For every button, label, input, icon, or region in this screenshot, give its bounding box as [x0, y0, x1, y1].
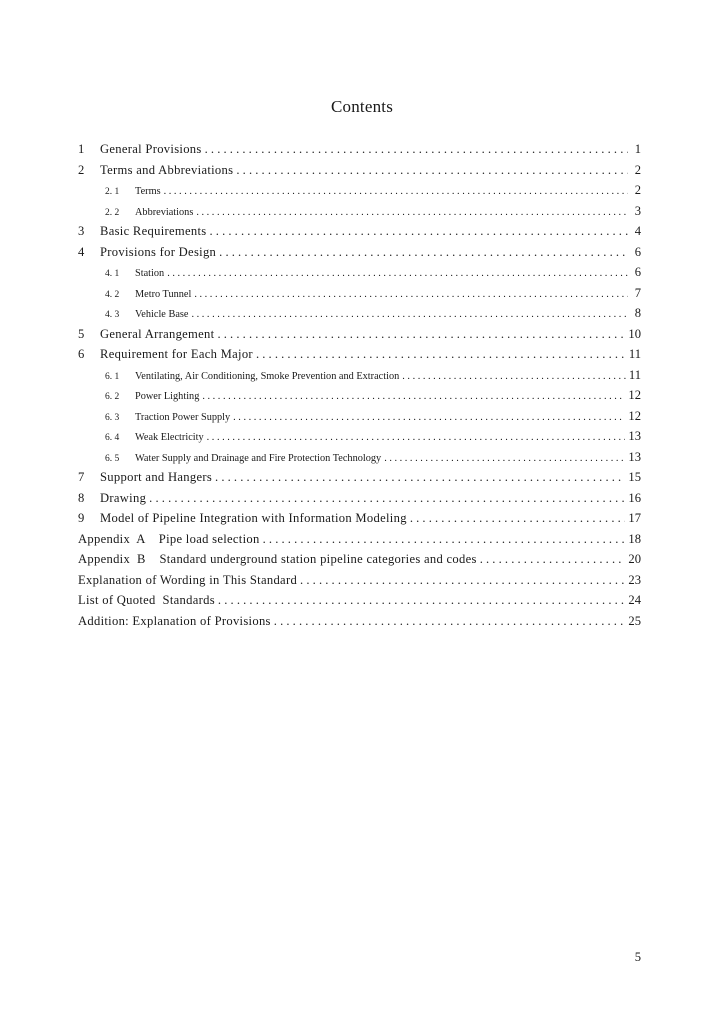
- dot-leader: [218, 590, 625, 611]
- toc-entry-page: 10: [628, 326, 641, 341]
- toc-entry[interactable]: [78, 303, 641, 324]
- dot-leader: [215, 467, 625, 488]
- dot-leader: [217, 324, 625, 345]
- toc-entry[interactable]: [78, 508, 641, 529]
- toc-entry-number: 4. 1: [105, 269, 120, 279]
- toc-entry-page: 25: [628, 613, 641, 628]
- toc-entry[interactable]: [78, 221, 641, 242]
- toc-entry-page: 20: [628, 552, 641, 566]
- page-number: 5: [634, 950, 641, 964]
- toc-entry-page: 23: [628, 572, 641, 587]
- toc-entry[interactable]: [78, 406, 641, 427]
- toc-entry[interactable]: [78, 426, 641, 447]
- dot-leader: [209, 221, 628, 242]
- toc-entry-label: Water Supply and Drainage and Fire Protection Technology: [135, 452, 382, 464]
- toc-entry-page: 11: [628, 347, 641, 361]
- toc-entry-label: Appendix B Standard underground station pipeline categories and codes: [78, 552, 477, 566]
- toc-entry-label: Station: [135, 268, 165, 279]
- toc-entry-label: Support and Hangers: [100, 470, 213, 484]
- dot-leader: [219, 242, 628, 263]
- dot-leader: [164, 182, 628, 203]
- toc-entry[interactable]: [78, 365, 641, 386]
- toc-entry-label: Power Lighting: [135, 391, 200, 402]
- toc-entry-number: 4. 3: [105, 310, 120, 320]
- toc-entry-page: 12: [628, 388, 641, 402]
- toc-entry-number: 4: [78, 244, 85, 259]
- toc-entry-label: Addition: Explanation of Provisions: [78, 613, 271, 628]
- toc-entry-number: 8: [78, 490, 85, 505]
- toc-entry[interactable]: [78, 283, 641, 304]
- toc-entry-page: 17: [628, 511, 641, 525]
- toc-entry-number: 6. 1: [105, 371, 120, 382]
- toc-entry-label: Metro Tunnel: [135, 288, 192, 300]
- dot-leader: [167, 264, 628, 285]
- toc-entry-label: Weak Electricity: [135, 432, 204, 443]
- dot-leader: [402, 367, 626, 388]
- toc-entry-label: Abbreviations: [135, 206, 194, 218]
- toc-entry-number: 2. 1: [105, 187, 120, 197]
- dot-leader: [233, 408, 625, 429]
- toc-entry-label: Model of Pipeline Integration with Information Modeling: [100, 511, 407, 525]
- toc-entry-label: Terms: [135, 186, 161, 197]
- toc-entry-number: 4. 2: [105, 289, 120, 300]
- toc-entry-page: 13: [628, 449, 641, 464]
- toc-entry-number: 6. 5: [105, 453, 120, 464]
- toc-entry[interactable]: [78, 242, 641, 263]
- toc-entry-number: 1: [78, 142, 85, 156]
- dot-leader: [196, 203, 628, 224]
- toc-entry-page: 8: [634, 306, 641, 320]
- toc-entry[interactable]: [78, 324, 641, 345]
- toc-entry-number: 6. 2: [105, 392, 120, 402]
- toc-entry-page: 3: [634, 203, 641, 218]
- dot-leader: [194, 285, 628, 306]
- toc-entry-label: General Arrangement: [100, 326, 215, 341]
- dot-leader: [274, 611, 626, 632]
- toc-entry[interactable]: [78, 180, 641, 201]
- toc-entry-page: 11: [628, 367, 641, 382]
- toc-entry-label: Basic Requirements: [100, 224, 207, 238]
- toc-entry[interactable]: [78, 549, 641, 570]
- toc-entry-number: 9: [78, 511, 85, 525]
- toc-entry-page: 13: [628, 429, 641, 443]
- toc-entry-label: Ventilating, Air Conditioning, Smoke Prevention and Extraction: [135, 370, 400, 382]
- page-title: Contents: [330, 97, 394, 116]
- dot-leader: [263, 529, 626, 550]
- toc-entry-label: Requirement for Each Major: [100, 347, 253, 361]
- toc-entry-number: 6: [78, 347, 85, 361]
- toc-entry-number: 7: [78, 470, 85, 484]
- toc-entry-number: 6. 4: [105, 433, 120, 443]
- dot-leader: [480, 549, 626, 570]
- dot-leader: [191, 305, 628, 326]
- toc-entry-page: 16: [628, 490, 641, 505]
- toc-entry[interactable]: [78, 201, 641, 222]
- toc-entry-number: 6. 3: [105, 412, 120, 423]
- toc-entry-number: 2: [78, 162, 85, 177]
- toc-entry[interactable]: [78, 262, 641, 283]
- toc-entry[interactable]: [78, 160, 641, 181]
- dot-leader: [205, 139, 628, 160]
- toc-entry-number: 5: [78, 326, 85, 341]
- toc-entry-page: 15: [628, 470, 641, 484]
- toc-entry[interactable]: [78, 385, 641, 406]
- toc-entry-page: 12: [628, 408, 641, 423]
- toc-entry[interactable]: [78, 488, 641, 509]
- dot-leader: [410, 508, 626, 529]
- dot-leader: [384, 449, 625, 470]
- toc-entry-page: 6: [634, 244, 641, 259]
- toc-entry-page: 7: [634, 285, 641, 300]
- table-of-contents: [78, 139, 641, 631]
- toc-entry-label: List of Quoted Standards: [78, 593, 215, 607]
- dot-leader: [202, 387, 625, 408]
- dot-leader: [236, 160, 628, 181]
- toc-entry-page: 1: [634, 142, 641, 156]
- toc-entry[interactable]: [78, 139, 641, 160]
- toc-entry-label: Appendix A Pipe load selection: [78, 531, 260, 546]
- toc-entry-label: Traction Power Supply: [135, 411, 231, 423]
- toc-entry-number: 2. 2: [105, 207, 120, 218]
- toc-entry-label: Drawing: [100, 490, 147, 505]
- toc-entry-label: Terms and Abbreviations: [100, 162, 234, 177]
- toc-entry-label: Vehicle Base: [135, 309, 189, 320]
- toc-entry-page: 18: [628, 531, 641, 546]
- toc-entry-label: General Provisions: [100, 142, 202, 156]
- toc-entry-page: 24: [628, 593, 641, 607]
- toc-entry-page: 2: [634, 183, 641, 197]
- toc-entry[interactable]: [78, 447, 641, 468]
- toc-entry[interactable]: [78, 467, 641, 488]
- toc-entry-page: 4: [634, 224, 641, 238]
- dot-leader: [207, 428, 626, 449]
- toc-entry-label: Explanation of Wording in This Standard: [78, 572, 298, 587]
- toc-entry-page: 2: [634, 162, 641, 177]
- toc-entry-page: 6: [634, 265, 641, 279]
- toc-entry-number: 3: [78, 224, 85, 238]
- dot-leader: [256, 344, 626, 365]
- toc-entry[interactable]: [78, 611, 641, 632]
- dot-leader: [300, 570, 625, 591]
- toc-entry[interactable]: [78, 590, 641, 611]
- dot-leader: [149, 488, 625, 509]
- toc-entry[interactable]: [78, 529, 641, 550]
- toc-entry[interactable]: [78, 344, 641, 365]
- toc-entry-label: Provisions for Design: [100, 244, 217, 259]
- toc-entry[interactable]: [78, 570, 641, 591]
